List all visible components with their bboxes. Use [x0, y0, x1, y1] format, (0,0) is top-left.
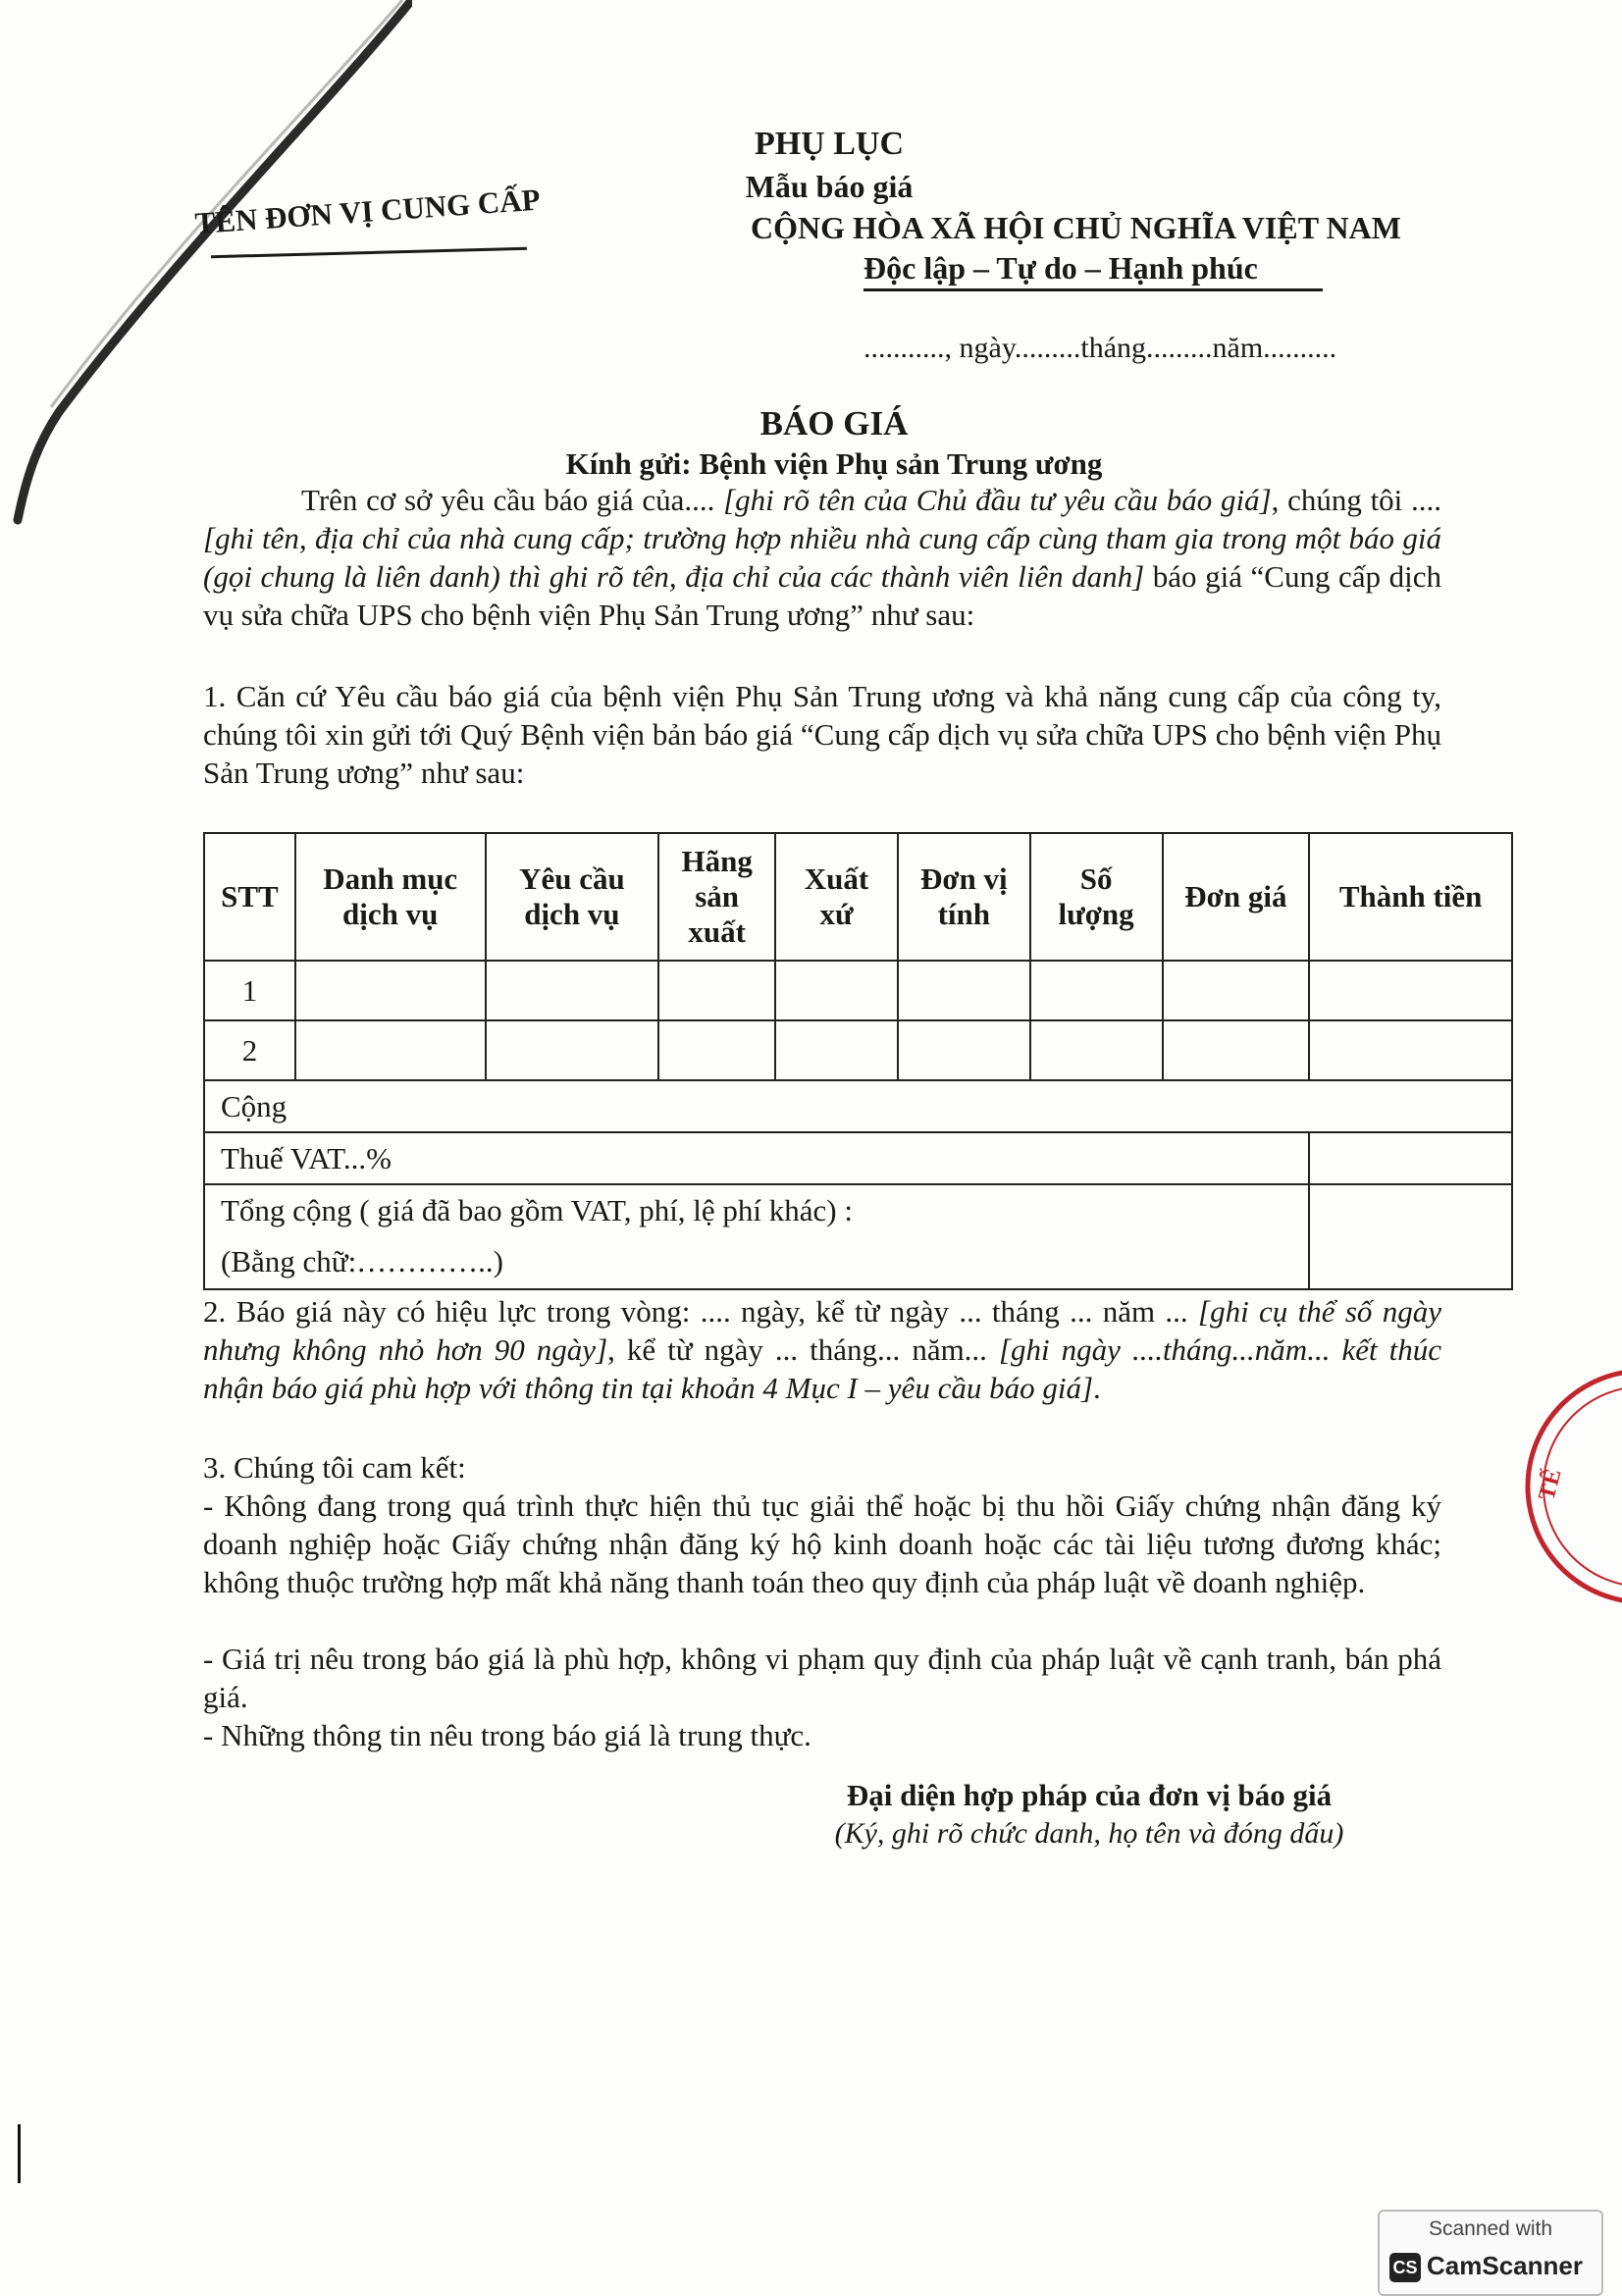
header-unit-price: Đơn giá	[1163, 833, 1310, 961]
table-cell	[1309, 1020, 1512, 1080]
table-cell	[486, 1020, 659, 1080]
table-cell	[486, 961, 659, 1020]
table-cell	[1163, 961, 1310, 1020]
header-requirement: Yêu cầu dịch vụ	[486, 833, 659, 961]
form-name: Mẫu báo giá	[745, 169, 914, 204]
stamp-fragment-text: TẾ	[1534, 1466, 1567, 1503]
cable-shadow-decoration	[0, 0, 412, 549]
camscanner-brand: CamScanner	[1427, 2251, 1583, 2280]
table-cell	[898, 961, 1030, 1020]
intro-note-1: [ghi rõ tên của Chủ đầu tư yêu cầu báo giá]	[723, 483, 1272, 517]
table-cell	[775, 961, 898, 1020]
date-line: ..........., ngày.........tháng.........năm..........	[863, 332, 1337, 364]
table-cell	[1163, 1020, 1310, 1080]
section-1-paragraph: 1. Căn cứ Yêu cầu báo giá của bệnh viện Phụ Sản Trung ương và khả năng cung cấp của công ty, chúng tôi xin gửi tới Quý Bệnh viện bản báo giá “Cung cấp dịch vụ sửa chữa UPS cho bệnh viện Phụ Sản Trung ương” như sau:	[203, 679, 1441, 790]
vat-label: Thuế VAT...%	[204, 1132, 1309, 1184]
table-cell	[658, 961, 775, 1020]
national-motto: Độc lập – Tự do – Hạnh phúc	[863, 250, 1258, 286]
vat-row	[204, 1132, 1512, 1184]
header-stt: STT	[204, 833, 295, 961]
row-stt: 1	[204, 961, 295, 1020]
recipient-line: Kính gửi: Bệnh viện Phụ sản Trung ương	[565, 446, 1103, 481]
grand-total-row	[204, 1184, 1512, 1289]
header-service: Danh mục dịch vụ	[295, 833, 486, 961]
header-origin: Xuất xứ	[775, 833, 898, 961]
table-row	[204, 1020, 1512, 1080]
grand-total-value-cell	[1309, 1184, 1512, 1289]
table-cell	[1309, 961, 1512, 1020]
table-header-row	[204, 833, 1512, 961]
table-cell	[295, 961, 486, 1020]
appendix-title: PHỤ LỤC	[754, 126, 905, 162]
camscanner-badge	[1378, 2210, 1603, 2296]
section-2-note-1: [ghi cụ thể số ngày nhưng không nhỏ hơn 90 ngày]	[203, 1294, 1441, 1367]
document-title: BÁO GIÁ	[759, 404, 909, 443]
intro-text-2: , chúng tôi ....	[1271, 483, 1441, 517]
header-unit: Đơn vị tính	[898, 833, 1030, 961]
commitment-item: - Không đang trong quá trình thực hiện thủ tục giải thể hoặc bị thu hồi Giấy chứng nhận đăng ký doanh nghiệp hoặc Giấy chứng nhận đăng ký hộ kinh doanh hoặc các tài liệu tương đương khác; không thuộc trường hợp mất khả năng thanh toán theo quy định của pháp luật về doanh nghiệp.	[203, 1488, 1441, 1599]
commitment-item: - Giá trị nêu trong báo giá là phù hợp, không vi phạm quy định của pháp luật về cạnh tranh, bán phá giá.	[203, 1642, 1441, 1714]
in-words-label: (Bằng chữ:…………..)	[221, 1244, 504, 1278]
signature-title: Đại diện hợp pháp của đơn vị báo giá	[846, 1778, 1333, 1812]
table-cell	[898, 1020, 1030, 1080]
table-cell	[658, 1020, 775, 1080]
intro-text-1: Trên cơ sở yêu cầu báo giá của....	[301, 483, 724, 517]
motto-underline	[863, 288, 1323, 291]
intro-paragraph	[203, 481, 1441, 634]
header-total: Thành tiền	[1309, 833, 1512, 961]
intro-text-3: báo giá “Cung cấp dịch vụ sửa chữa UPS cho bệnh viện Phụ Sản Trung ương” như sau:	[203, 559, 1441, 632]
table-cell	[775, 1020, 898, 1080]
supplier-name-label: TÊN ĐƠN VỊ CUNG CẤP	[193, 182, 542, 241]
section-3-heading: 3. Chúng tôi cam kết:	[203, 1450, 466, 1485]
section-2-paragraph: 2. Báo giá này có hiệu lực trong vòng: .... ngày, kể từ ngày ... tháng ... năm ... [ghi cụ thể số ngày nhưng không nhỏ hơn 90 ngày], kể từ ngày ... tháng... năm... [ghi ngày ....tháng...năm... kết thúc nhận báo giá phù hợp với thông tin tại khoản 4 Mục I – yêu cầu báo giá].	[203, 1294, 1441, 1405]
commitment-item: - Những thông tin nêu trong báo giá là trung thực.	[203, 1718, 811, 1752]
sum-label: Cộng	[204, 1080, 1512, 1132]
camscanner-logo-icon: CS	[1389, 2253, 1421, 2282]
header-quantity: Số lượng	[1030, 833, 1163, 961]
scanned-with-label: Scanned with	[1428, 2218, 1553, 2240]
grand-total-label: Tổng cộng ( giá đã bao gồm VAT, phí, lệ phí khác) : (Bằng chữ:…………..)	[204, 1184, 1309, 1289]
header-manufacturer: Hãng sản xuất	[658, 833, 775, 961]
vat-value-cell	[1309, 1132, 1512, 1184]
table-cell	[1030, 1020, 1163, 1080]
nation-title: CỘNG HÒA XÃ HỘI CHỦ NGHĨA VIỆT NAM	[751, 210, 1401, 245]
sum-row	[204, 1080, 1512, 1132]
signature-note: (Ký, ghi rõ chức danh, họ tên và đóng dấu)	[834, 1817, 1344, 1850]
intro-note-2: [ghi tên, địa chỉ của nhà cung cấp; trường hợp nhiều nhà cung cấp cùng tham gia trong một báo giá (gọi chung là liên danh) thì ghi rõ tên, địa chỉ của các thành viên liên danh]	[203, 521, 1441, 594]
red-stamp	[1506, 1354, 1622, 1609]
table-cell	[295, 1020, 486, 1080]
section-2-note-2: [ghi ngày ....tháng...năm... kết thúc nhận báo giá phù hợp với thông tin tại khoản 4 Mục I – yêu cầu báo giá]	[203, 1332, 1441, 1405]
table-cell	[1030, 961, 1163, 1020]
quote-table	[203, 832, 1513, 1290]
margin-mark	[18, 2124, 21, 2183]
row-stt: 2	[204, 1020, 295, 1080]
table-row	[204, 961, 1512, 1020]
